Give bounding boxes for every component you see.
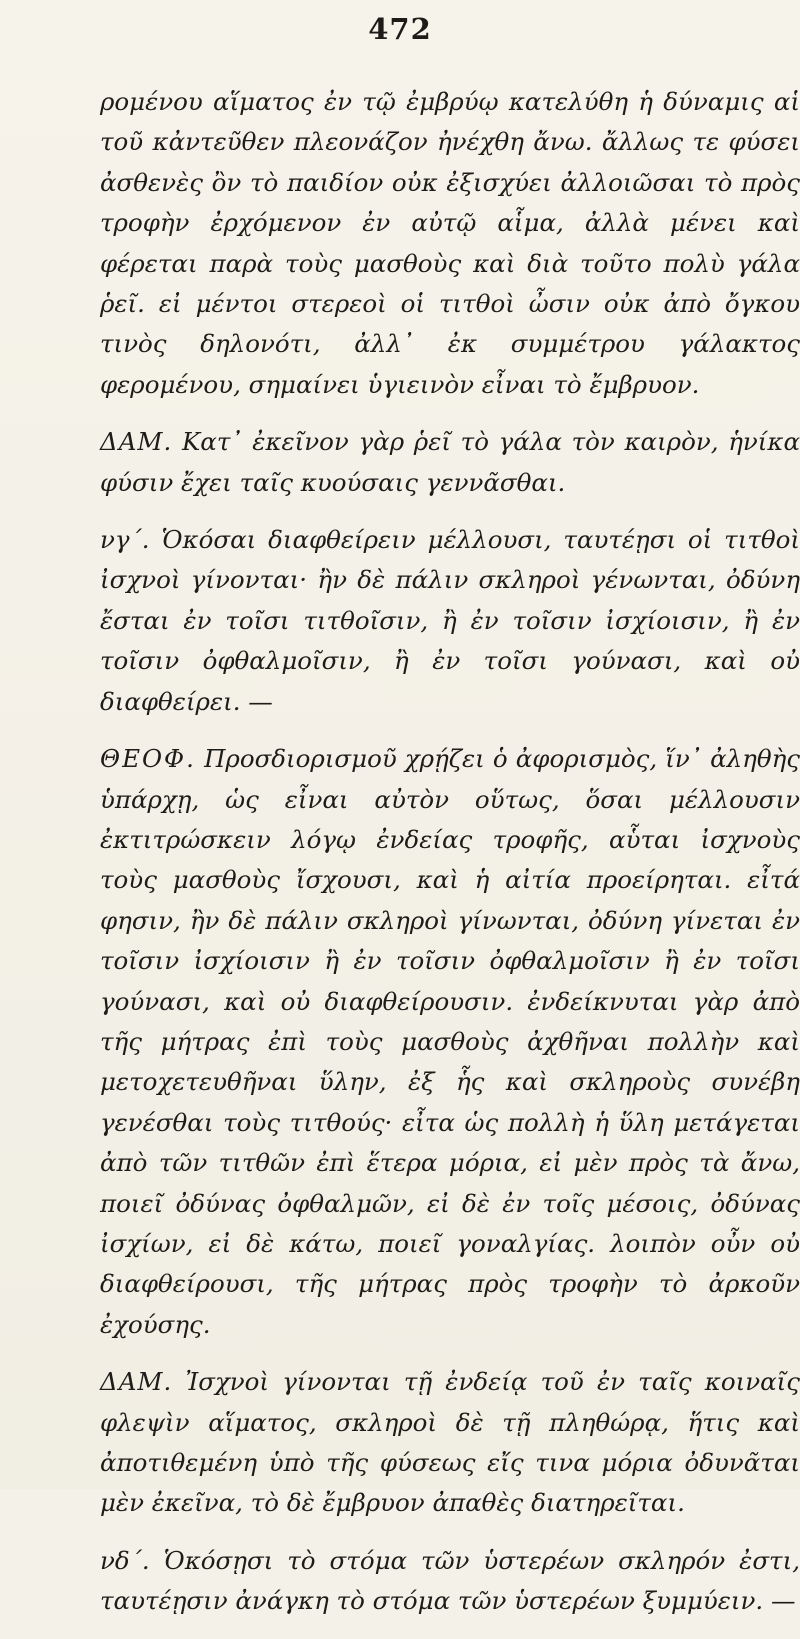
paragraph-commentary-dam	[100, 422, 800, 503]
paragraph-commentary-theoph	[100, 739, 800, 1345]
paragraph-text: Ἰσχνοὶ γίνονται τῇ ἐνδείᾳ τοῦ ἐν ταῖς κοιναῖς φλεψὶν αἵματος, σκληροὶ δὲ τῇ πληθώρᾳ, ἥτις καὶ ἀποτιθεμένη ὑπὸ τῆς φύσεως εἴς τινα μόρια ὀδυνᾶται μὲν ἐκεῖνα, τὸ δὲ ἔμβρυον ἀπαθὲς διατηρεῖται.	[100, 1367, 800, 1518]
paragraph-text: Προσδιορισμοῦ χρῄζει ὁ ἀφορισμὸς, ἵν᾽ ἀληθὴς ὑπάρχῃ, ὡς εἶναι αὐτὸν οὕτως, ὅσαι μέλλουσιν ἐκτιτρώσκειν λόγῳ ἐνδείας τροφῆς, αὗται ἰσχνοὺς τοὺς μασθοὺς ἴσχουσι, καὶ ἡ αἰτία προείρηται. εἶτά φησιν, ἢν δὲ πάλιν σκληροὶ γίνωνται, ὀδύνη γίνεται ἐν τοῖσιν ἰσχίοισιν ἢ ἐν τοῖσιν ὀφθαλμοῖσιν ἢ ἐν τοῖσι γούνασι, καὶ οὐ διαφθείρουσιν. ἐνδείκνυται γὰρ ἀπὸ τῆς μήτρας ἐπὶ τοὺς μασθοὺς ἀχθῆναι πολλὴν καὶ μετοχετευθῆναι ὕλην, ἐξ ἧς καὶ σκληροὺς συνέβη γενέσθαι τοὺς τιτθούς· εἶτα ὡς πολλὴ ἡ ὕλη μετάγεται ἀπὸ τῶν τιτθῶν ἐπὶ ἕτερα μόρια, εἰ μὲν πρὸς τὰ ἄνω, ποιεῖ ὀδύνας ὀφθαλμῶν, εἰ δὲ ἐν τοῖς μέσοις, ὀδύνας ἰσχίων, εἰ δὲ κάτω, ποιεῖ γοναλγίας. λοιπὸν οὖν οὐ διαφθείρουσι, τῆς μήτρας πρὸς τροφὴν τὸ ἀρκοῦν ἐχούσης.	[100, 744, 800, 1339]
paragraph-text: ρομένου αἵματος ἐν τῷ ἐμβρύῳ κατελύθη ἡ δύναμις αἱ τοῦ κἀντεῦθεν πλεονάζον ἠνέχθη ἄνω. ἄλλως τε φύσει ἀσθενὲς ὂν τὸ παιδίον οὐκ ἐξισχύει ἀλλοιῶσαι τὸ πρὸς τροφὴν ἐρχόμενον ἐν αὐτῷ αἷμα, ἀλλὰ μένει καὶ φέρεται παρὰ τοὺς μασθοὺς καὶ διὰ τοῦτο πολὺ γάλα ῥεῖ. εἰ μέντοι στερεοὶ οἱ τιτθοὶ ὦσιν οὐκ ἀπὸ ὄγκου τινὸς δηλονότι, ἀλλ᾽ ἐκ συμμέτρου γάλακτος φερομένου, σημαίνει ὑγιεινὸν εἶναι τὸ ἔμβρυον.	[100, 87, 800, 399]
speaker-label: ΘΕΟΦ.	[100, 744, 196, 774]
paragraph-text: Ὁκόσαι διαφθείρειν μέλλουσι, ταυτέῃσι οἱ τιτθοὶ ἰσχνοὶ γίνονται· ἢν δὲ πάλιν σκληροὶ γένωνται, ὀδύνη ἔσται ἐν τοῖσι τιτθοῖσιν, ἢ ἐν τοῖσιν ἰσχίοισιν, ἢ ἐν τοῖσιν ὀφθαλμοῖσιν, ἢ ἐν τοῖσι γούνασι, καὶ οὐ διαφθείρει. —	[100, 525, 800, 716]
speaker-label: ΔΑΜ.	[100, 427, 173, 457]
paragraph-aphorism-54	[100, 1541, 800, 1622]
speaker-label: ΔΑΜ.	[100, 1367, 173, 1397]
paragraph-commentary-dam-2	[100, 1362, 800, 1524]
paragraph-text: Ὁκόσῃσι τὸ στόμα τῶν ὑστερέων σκληρόν ἐστι, ταυτέῃσιν ἀνάγκη τὸ στόμα τῶν ὑστερέων ξυμμύειν. —	[100, 1545, 800, 1616]
page-body	[100, 82, 800, 1639]
page-number: 472	[368, 12, 432, 46]
paragraph-text: Κατ᾽ ἐκεῖνον γὰρ ῥεῖ τὸ γάλα τὸν καιρὸν, ἡνίκα φύσιν ἔχει ταῖς κυούσαις γεννᾶσθαι.	[100, 427, 800, 497]
aphorism-number: νδ΄.	[100, 1545, 150, 1575]
paragraph-continuation	[100, 82, 800, 405]
paragraph-aphorism-53	[100, 520, 800, 722]
aphorism-number: νγ΄.	[100, 525, 150, 555]
